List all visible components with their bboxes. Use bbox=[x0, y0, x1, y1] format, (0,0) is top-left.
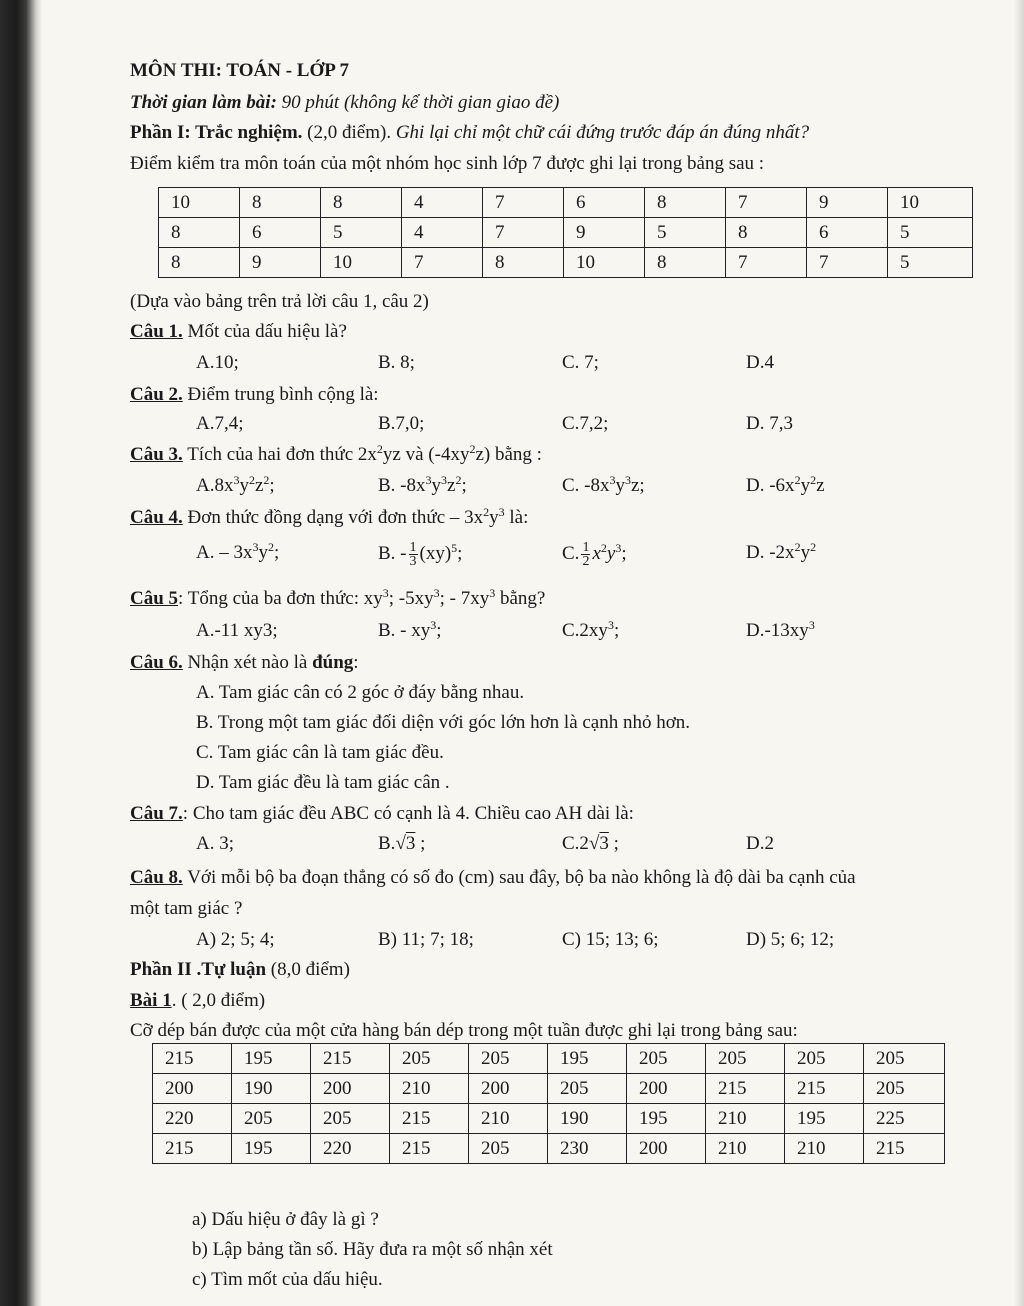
table-cell: 205 bbox=[864, 1074, 945, 1104]
table-cell: 220 bbox=[153, 1104, 232, 1134]
page-right-edge bbox=[1014, 0, 1024, 1306]
table-cell: 190 bbox=[232, 1074, 311, 1104]
table-cell: 215 bbox=[390, 1134, 469, 1164]
q3-text-post: z) bằng : bbox=[475, 444, 542, 465]
table-cell: 205 bbox=[311, 1104, 390, 1134]
table-cell: 230 bbox=[548, 1134, 627, 1164]
part2-heading bbox=[130, 958, 350, 982]
q3-text-mid: yz và (-4xy bbox=[382, 444, 470, 465]
size-row bbox=[153, 1134, 945, 1164]
scores-table bbox=[158, 187, 973, 278]
q2-text: Điểm trung bình cộng là: bbox=[182, 384, 379, 405]
table-cell: 8 bbox=[159, 218, 240, 248]
table-cell: 4 bbox=[402, 188, 483, 218]
table-cell: 8 bbox=[483, 248, 564, 278]
q5-text-post: bằng? bbox=[495, 588, 546, 609]
table-cell: 4 bbox=[402, 218, 483, 248]
table-cell: 8 bbox=[321, 188, 402, 218]
table-cell: 8 bbox=[726, 218, 807, 248]
q2-option-d: D. 7,3 bbox=[746, 413, 793, 434]
size-row bbox=[153, 1104, 945, 1134]
table-cell: 220 bbox=[311, 1134, 390, 1164]
size-row bbox=[153, 1044, 945, 1074]
table-cell: 200 bbox=[153, 1074, 232, 1104]
q7-option-d: D.2 bbox=[746, 833, 774, 854]
q3-label: Câu 3. bbox=[130, 444, 183, 465]
q5-option-d: $D.-13xy^3$ bbox=[746, 618, 815, 641]
q7-option-a: A. 3; bbox=[196, 833, 234, 854]
q6-label: Câu 6. bbox=[130, 652, 183, 673]
q6-option-d: D. Tam giác đều là tam giác cân . bbox=[196, 772, 450, 793]
table-cell: 195 bbox=[627, 1104, 706, 1134]
q7-label: Câu 7. bbox=[130, 803, 183, 824]
table-cell: 8 bbox=[645, 188, 726, 218]
table-cell: 9 bbox=[564, 218, 645, 248]
q6-emphasis: đúng bbox=[312, 652, 354, 673]
question-2 bbox=[130, 383, 379, 407]
q1-option-c: C. 7; bbox=[562, 352, 599, 373]
exam-title: MÔN THI: TOÁN - LỚP 7 bbox=[130, 60, 350, 81]
q5-label: Câu 5 bbox=[130, 588, 179, 609]
q7-option-c-radicand: 3 bbox=[599, 833, 609, 854]
q6-option-a: A. Tam giác cân có 2 góc ở đáy bằng nhau. bbox=[196, 682, 525, 703]
sandal-size-table bbox=[152, 1043, 945, 1164]
table-cell: 215 bbox=[153, 1044, 232, 1074]
part1-heading bbox=[130, 121, 809, 145]
bai1-question-c: c) Tìm mốt của dấu hiệu. bbox=[192, 1269, 383, 1290]
table-cell: 210 bbox=[469, 1104, 548, 1134]
q8-option-b: B) 11; 7; 18; bbox=[378, 929, 474, 950]
question-3: Câu 3. Tích của hai đơn thức $2x^2yz$ và $(-4xy^2z)$ bằng : bbox=[130, 442, 542, 465]
q1-label: Câu 1. bbox=[130, 321, 183, 342]
table-cell: 10 bbox=[321, 248, 402, 278]
table-cell: 205 bbox=[864, 1044, 945, 1074]
question-7 bbox=[130, 802, 634, 826]
table-cell: 215 bbox=[864, 1134, 945, 1164]
table-cell: 215 bbox=[390, 1104, 469, 1134]
q7-option-b-radicand: 3 bbox=[405, 833, 416, 854]
q8-option-d: D) 5; 6; 12; bbox=[746, 929, 835, 950]
question-6 bbox=[130, 651, 359, 675]
table-cell: 205 bbox=[469, 1044, 548, 1074]
table-cell: 5 bbox=[888, 248, 973, 278]
q3-option-b: B. $-8x^3y^3z^2$; bbox=[378, 473, 467, 496]
q6-colon: : bbox=[353, 652, 359, 673]
q1-option-b: B. 8; bbox=[378, 352, 415, 373]
table-cell: 7 bbox=[726, 248, 807, 278]
table-cell: 8 bbox=[645, 248, 726, 278]
table-cell: 10 bbox=[888, 188, 973, 218]
bai1-points: . ( 2,0 điểm) bbox=[171, 990, 266, 1011]
q7-option-c-prefix: C.2 bbox=[562, 833, 589, 854]
q1-text: Mốt của dấu hiệu là? bbox=[182, 321, 347, 342]
q7-option-b-prefix: B. bbox=[378, 833, 396, 854]
q5-text-mid1: ; -5xy bbox=[388, 588, 434, 609]
q4-text-post: là: bbox=[504, 507, 529, 528]
table-cell: 205 bbox=[469, 1134, 548, 1164]
q8-label: Câu 8. bbox=[130, 867, 183, 888]
table-cell: 9 bbox=[240, 248, 321, 278]
q4-text-mid: y bbox=[489, 507, 499, 528]
table-cell: 225 bbox=[864, 1104, 945, 1134]
table-cell: 10 bbox=[159, 188, 240, 218]
q8-option-c: C) 15; 13; 6; bbox=[562, 929, 659, 950]
question-5: Câu 5: Tổng của ba đơn thức: $xy^3$; $-5xy^3$; - $7xy^3$ bằng? bbox=[130, 586, 546, 609]
q8-text-cont: một tam giác ? bbox=[130, 898, 243, 919]
q5-text-mid2: ; - 7xy bbox=[439, 588, 490, 609]
q3-option-d: D. $-6x^2y^2z$ bbox=[746, 473, 825, 496]
table-cell: 7 bbox=[483, 218, 564, 248]
table-note: (Dựa vào bảng trên trả lời câu 1, câu 2) bbox=[130, 291, 429, 312]
q4-option-d: D. $-2x^2y^2$ bbox=[746, 540, 817, 563]
table-cell: 7 bbox=[807, 248, 888, 278]
table-cell: 6 bbox=[564, 188, 645, 218]
table-cell: 8 bbox=[240, 188, 321, 218]
scores-row bbox=[159, 248, 973, 278]
table-cell: 195 bbox=[232, 1134, 311, 1164]
table-cell: 195 bbox=[785, 1104, 864, 1134]
page-left-edge bbox=[0, 0, 42, 1306]
q1-option-a: A.10; bbox=[196, 352, 239, 373]
q6-option-c: C. Tam giác cân là tam giác đều. bbox=[196, 742, 444, 763]
q2-option-c: C.7,2; bbox=[562, 413, 609, 434]
bai1-question-a: a) Dấu hiệu ở đây là gì ? bbox=[192, 1209, 379, 1230]
q1-option-d: D.4 bbox=[746, 352, 774, 373]
part1-title: Phần I: Trắc nghiệm. bbox=[130, 122, 303, 143]
q7-option-c: C.2√3 ; bbox=[562, 833, 619, 854]
table-cell: 205 bbox=[390, 1044, 469, 1074]
table-cell: 6 bbox=[240, 218, 321, 248]
bai1-heading bbox=[130, 989, 265, 1013]
scores-row bbox=[159, 218, 973, 248]
table-cell: 205 bbox=[627, 1044, 706, 1074]
q5-option-a: A.-11 xy3; bbox=[196, 620, 278, 641]
q6-text: Nhận xét nào là bbox=[182, 652, 313, 673]
bai1-label: Bài 1 bbox=[130, 990, 172, 1011]
table-cell: 205 bbox=[706, 1044, 785, 1074]
table-cell: 8 bbox=[159, 248, 240, 278]
table-cell: 5 bbox=[888, 218, 973, 248]
table-cell: 200 bbox=[311, 1074, 390, 1104]
table-cell: 200 bbox=[627, 1134, 706, 1164]
table-cell: 210 bbox=[706, 1104, 785, 1134]
q8-option-a: A) 2; 5; 4; bbox=[196, 929, 275, 950]
q4-label: Câu 4. bbox=[130, 507, 183, 528]
part1-points: (2,0 điểm). bbox=[302, 122, 392, 143]
table-cell: 205 bbox=[548, 1074, 627, 1104]
q2-option-a: A.7,4; bbox=[196, 413, 244, 434]
table-cell: 10 bbox=[564, 248, 645, 278]
table-cell: 195 bbox=[232, 1044, 311, 1074]
q3-option-c: C. $-8x^3y^3z$; bbox=[562, 473, 645, 496]
part1-instruction: Ghi lại chỉ một chữ cái đứng trước đáp án đúng nhất? bbox=[391, 122, 810, 143]
q2-option-b: B.7,0; bbox=[378, 413, 425, 434]
bai1-question-b: b) Lập bảng tần số. Hãy đưa ra một số nhận xét bbox=[192, 1239, 553, 1260]
bai1-intro: Cỡ dép bán được của một cửa hàng bán dép trong một tuần được ghi lại trong bảng sau: bbox=[130, 1020, 798, 1041]
table-cell: 210 bbox=[706, 1134, 785, 1164]
table-cell: 7 bbox=[483, 188, 564, 218]
question-4: Câu 4. Đơn thức đồng dạng với đơn thức – $3x^2y^3$ là: bbox=[130, 505, 529, 528]
q2-label: Câu 2. bbox=[130, 384, 183, 405]
scores-row bbox=[159, 188, 973, 218]
q5-text-pre: : Tổng của ba đơn thức: xy bbox=[178, 588, 383, 609]
table-cell: 210 bbox=[390, 1074, 469, 1104]
q4-option-a: A. – $3x^3y^2$; bbox=[196, 540, 280, 563]
q8-text: Với mỗi bộ ba đoạn thẳng có số đo (cm) sau đây, bộ ba nào không là độ dài ba cạnh của bbox=[182, 867, 856, 888]
q6-option-b: B. Trong một tam giác đối diện với góc lớn hơn là cạnh nhỏ hơn. bbox=[196, 712, 691, 733]
q4-option-b: B. - $\frac{1}{3}$ (xy)$^5$; bbox=[378, 540, 463, 569]
time-line bbox=[130, 91, 559, 115]
table-cell: 215 bbox=[706, 1074, 785, 1104]
table-cell: 5 bbox=[321, 218, 402, 248]
table-cell: 9 bbox=[807, 188, 888, 218]
q4-text-pre: Đơn thức đồng dạng với đơn thức – 3x bbox=[182, 507, 484, 528]
q7-option-b: B.√3 ; bbox=[378, 833, 426, 854]
part1-intro: Điểm kiểm tra môn toán của một nhóm học sinh lớp 7 được ghi lại trong bảng sau : bbox=[130, 153, 765, 174]
time-label: Thời gian làm bài: bbox=[130, 92, 277, 113]
table-cell: 7 bbox=[726, 188, 807, 218]
table-cell: 215 bbox=[153, 1134, 232, 1164]
part2-points: (8,0 điểm) bbox=[266, 959, 350, 980]
q3-option-a: $A.8x^3y^2z^2$; bbox=[196, 473, 275, 496]
q4-option-c: C. $\frac{1}{2}$ $x^2y^3$; bbox=[562, 540, 627, 569]
table-cell: 5 bbox=[645, 218, 726, 248]
table-cell: 215 bbox=[311, 1044, 390, 1074]
size-row bbox=[153, 1074, 945, 1104]
table-cell: 190 bbox=[548, 1104, 627, 1134]
q5-option-b: B. - $xy^3$; bbox=[378, 618, 442, 641]
q5-option-c: $C.2xy^3$; bbox=[562, 618, 620, 641]
table-cell: 215 bbox=[785, 1074, 864, 1104]
table-cell: 200 bbox=[627, 1074, 706, 1104]
question-8 bbox=[130, 866, 856, 890]
time-value: 90 phút (không kể thời gian giao đề) bbox=[276, 92, 560, 113]
table-cell: 195 bbox=[548, 1044, 627, 1074]
table-cell: 7 bbox=[402, 248, 483, 278]
table-cell: 205 bbox=[232, 1104, 311, 1134]
table-cell: 205 bbox=[785, 1044, 864, 1074]
question-1 bbox=[130, 320, 347, 344]
q7-text: : Cho tam giác đều ABC có cạnh là 4. Chiều cao AH dài là: bbox=[182, 803, 634, 824]
table-cell: 210 bbox=[785, 1134, 864, 1164]
part2-title: Phần II .Tự luận bbox=[130, 959, 267, 980]
table-cell: 200 bbox=[469, 1074, 548, 1104]
q3-text-pre: Tích của hai đơn thức 2x bbox=[182, 444, 377, 465]
table-cell: 6 bbox=[807, 218, 888, 248]
